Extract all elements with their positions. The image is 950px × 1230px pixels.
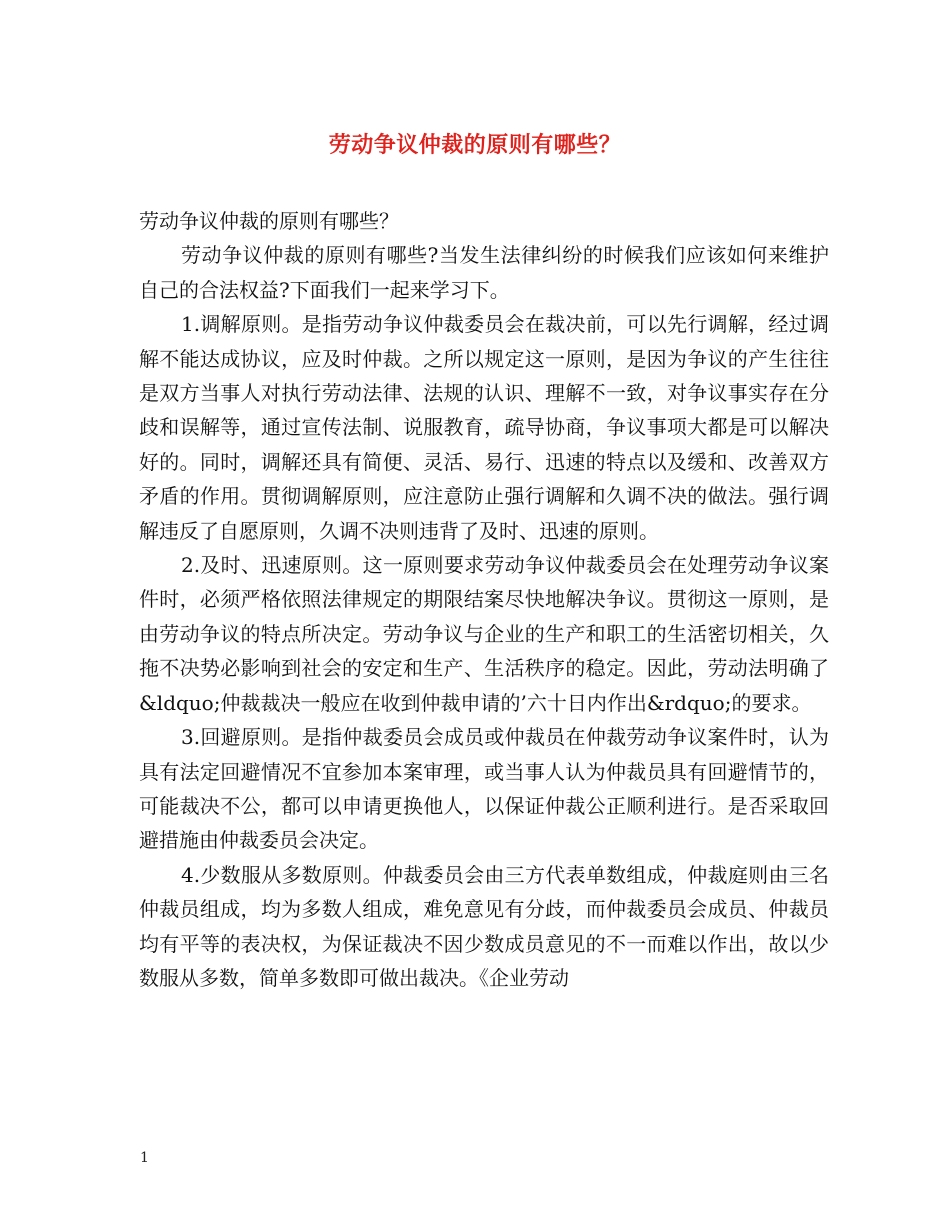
document-body (139, 204, 829, 995)
principle-timeliness-paragraph: 2.及时、迅速原则。这一原则要求劳动争议仲裁委员会在处理劳动争议案件时，必须严格依照法律规定的期限结案尽快地解决争议。贯彻这一原则，是由劳动争议的特点所决定。劳动争议与企业的生产和职工的生活密切相关，久拖不决势必影响到社会的安定和生产、生活秩序的稳定。因此，劳动法明确了&ldquo;仲裁裁决一般应在收到仲裁申请的’六十日内作出&rdquo;的要求。 (139, 553, 829, 715)
principle-mediation-paragraph: 1.调解原则。是指劳动争议仲裁委员会在裁决前，可以先行调解，经过调解不能达成协议，应及时仲裁。之所以规定这一原则，是因为争议的产生往往是双方当事人对执行劳动法律、法规的认识、理解不一致，对争议事实存在分歧和误解等，通过宣传法制、说服教育，疏导协商，争议事项大都是可以解决好的。同时，调解还具有简便、灵活、易行、迅速的特点以及缓和、改善双方矛盾的作用。贯彻调解原则，应注意防止强行调解和久调不决的做法。强行调解违反了自愿原则，久调不决则违背了及时、迅速的原则。 (139, 312, 829, 543)
principle-majority-paragraph: 4.少数服从多数原则。仲裁委员会由三方代表单数组成，仲裁庭则由三名仲裁员组成，均为多数人组成，难免意见有分歧，而仲裁委员会成员、仲裁员均有平等的表决权，为保证裁决不因少数成员意见的不一而难以作出，故以少数服从多数，简单多数即可做出裁决。《企业劳动 (139, 862, 829, 990)
document-title: 劳动争议仲裁的原则有哪些？ (328, 132, 622, 158)
subtitle-paragraph: 劳动争议仲裁的原则有哪些？ (139, 209, 399, 233)
intro-paragraph: 劳动争议仲裁的原则有哪些?当发生法律纠纷的时候我们应该如何来维护自己的合法权益?下面我们一起来学习下。 (139, 243, 829, 302)
principle-recusal-paragraph: 3.回避原则。是指仲裁委员会成员或仲裁员在仲裁劳动争议案件时，认为具有法定回避情况不宜参加本案审理，或当事人认为仲裁员具有回避情节的，可能裁决不公，都可以申请更换他人，以保证仲裁公正顺利进行。是否采取回避措施由仲裁委员会决定。 (139, 725, 829, 853)
page-number: 1 (140, 1150, 149, 1166)
